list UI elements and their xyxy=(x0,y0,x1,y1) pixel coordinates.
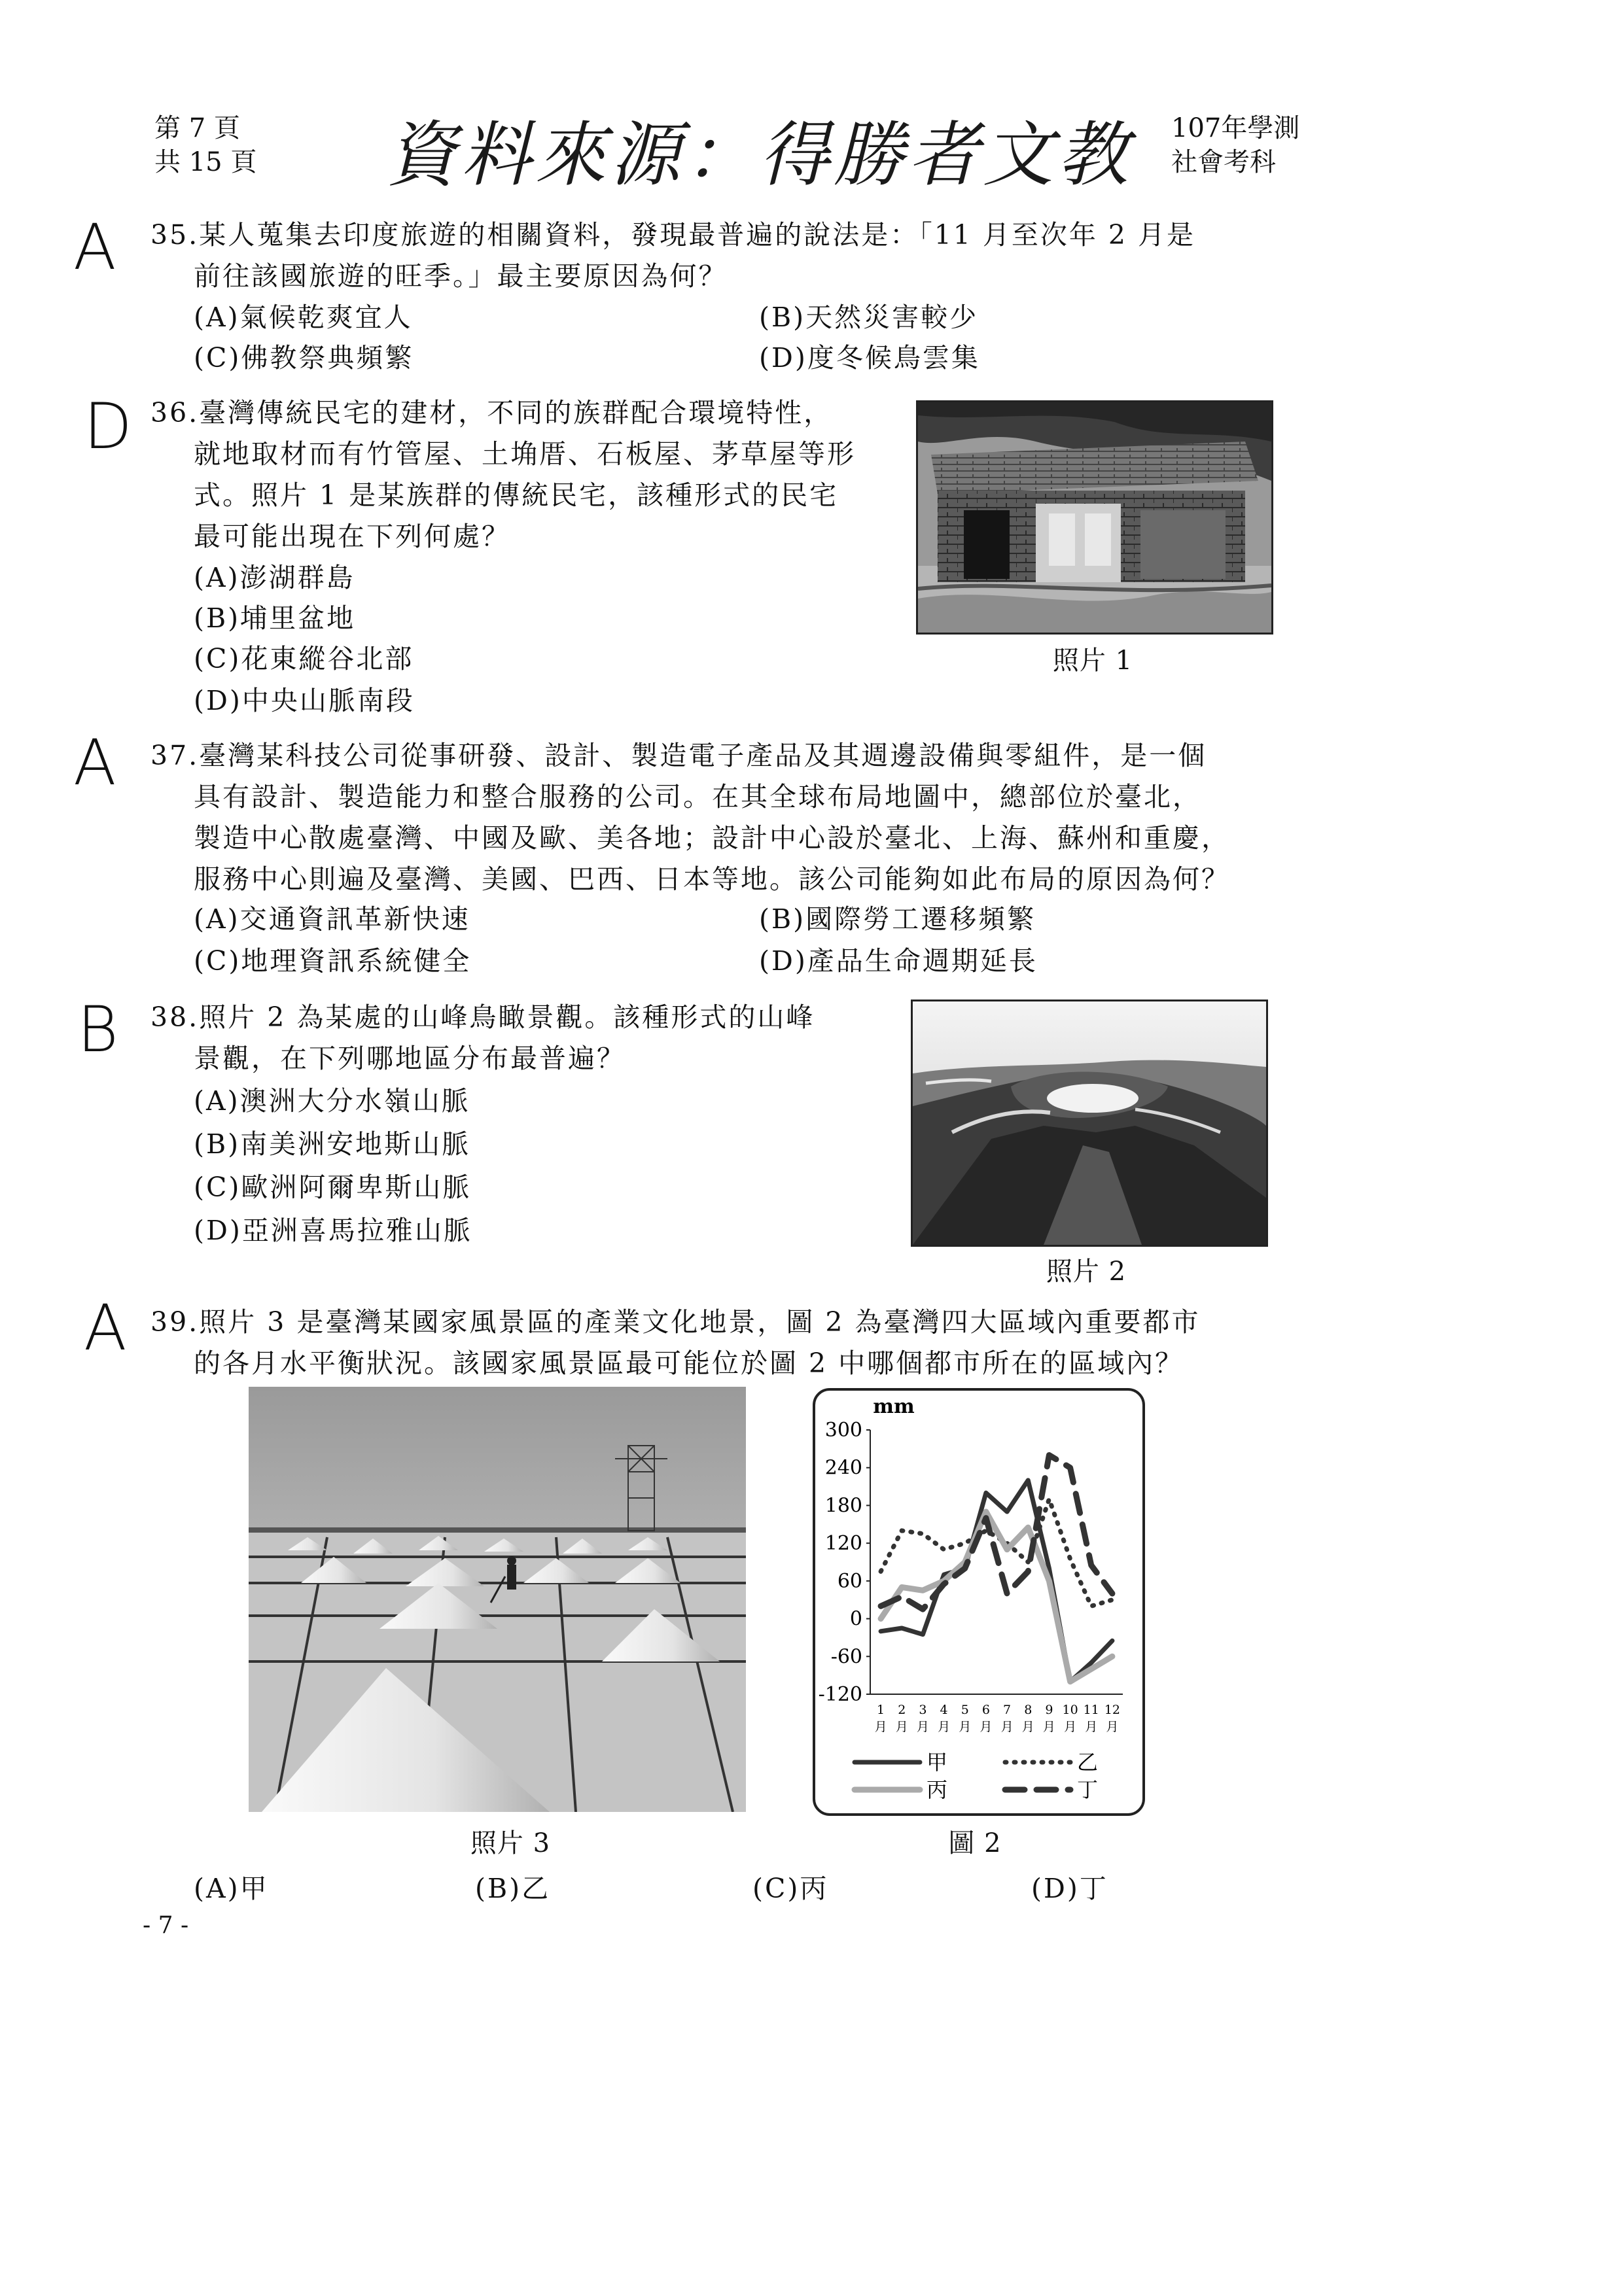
option-37-c: (C)地理資訊系統健全 xyxy=(194,945,472,977)
x-tick-unit: 月 xyxy=(1064,1720,1077,1734)
y-tick-label: 180 xyxy=(824,1494,862,1518)
option-36-a: (A)澎湖群島 xyxy=(194,562,355,593)
x-tick-unit: 月 xyxy=(1021,1720,1034,1734)
handwritten-answer-36: D xyxy=(84,390,132,463)
x-tick-label: 3 xyxy=(919,1703,927,1717)
x-tick-unit: 月 xyxy=(938,1720,951,1734)
option-38-d: (D)亞洲喜馬拉雅山脈 xyxy=(194,1215,472,1246)
question-line: 37.臺灣某科技公司從事研發、設計、製造電子產品及其週邊設備與零組件，是一個 xyxy=(150,740,1207,771)
option-36-b: (B)埔里盆地 xyxy=(194,602,356,634)
photo-3-caption: 照片 3 xyxy=(470,1828,551,1858)
exam-subject: 社會考科 xyxy=(1171,147,1276,177)
x-tick-unit: 月 xyxy=(1000,1720,1014,1734)
x-tick-label: 2 xyxy=(898,1703,906,1717)
question-line: 前往該國旅遊的旺季。」最主要原因為何？ xyxy=(194,260,728,292)
y-tick-label: 0 xyxy=(849,1607,862,1631)
handwritten-answer-35: A xyxy=(73,211,116,284)
question-36 xyxy=(150,392,856,557)
option-37-d: (D)產品生命週期延長 xyxy=(759,945,1038,977)
water-balance-chart xyxy=(813,1388,1145,1816)
x-tick-label: 4 xyxy=(940,1703,948,1717)
total-pages: 共 15 頁 xyxy=(154,147,257,177)
watermark-handwriting: 資料來源：得勝者文教 xyxy=(386,114,1133,196)
option-35-a: (A)氣候乾爽宜人 xyxy=(194,302,413,333)
option-38-a: (A)澳洲大分水嶺山脈 xyxy=(194,1085,470,1117)
legend-label-2: 乙 xyxy=(1077,1750,1099,1775)
x-tick-unit: 月 xyxy=(916,1720,929,1734)
page-number: 第 7 頁 xyxy=(154,113,240,143)
question-39 xyxy=(150,1302,1201,1384)
legend-label-3: 丙 xyxy=(927,1777,948,1802)
handwritten-answer-37: A xyxy=(73,726,116,799)
y-axis-label: mm xyxy=(873,1395,915,1418)
x-tick-unit: 月 xyxy=(1085,1720,1098,1734)
x-tick-label: 6 xyxy=(981,1703,990,1717)
legend-label-1: 甲 xyxy=(927,1750,948,1775)
x-tick-label: 8 xyxy=(1024,1703,1033,1717)
exam-name: 107年學測 xyxy=(1171,113,1300,143)
question-line: 服務中心則遍及臺灣、美國、巴西、日本等地。該公司能夠如此布局的原因為何？ xyxy=(194,863,1230,895)
handwritten-answer-39: A xyxy=(84,1291,127,1365)
question-line: 39.照片 3 是臺灣某國家風景區的產業文化地景，圖 2 為臺灣四大區域內重要都市 xyxy=(150,1306,1201,1338)
option-39-a: (A)甲 xyxy=(194,1873,269,1904)
option-36-d: (D)中央山脈南段 xyxy=(194,685,415,716)
x-tick-label: 9 xyxy=(1045,1703,1053,1717)
x-tick-unit: 月 xyxy=(895,1720,908,1734)
option-36-c: (C)花東縱谷北部 xyxy=(194,643,414,674)
photo-1-slate-house xyxy=(916,400,1273,635)
x-tick-label: 10 xyxy=(1062,1703,1078,1717)
x-tick-unit: 月 xyxy=(1042,1720,1055,1734)
question-line: 就地取材而有竹管屋、土埆厝、石板屋、茅草屋等形 xyxy=(194,438,856,470)
footer-page-number: - 7 - xyxy=(143,1912,189,1939)
y-tick-label: -60 xyxy=(830,1645,862,1669)
option-39-d: (D)丁 xyxy=(1031,1873,1108,1904)
option-35-b: (B)天然災害較少 xyxy=(759,302,979,333)
question-line: 具有設計、製造能力和整合服務的公司。在其全球布局地圖中，總部位於臺北， xyxy=(194,781,1201,812)
question-38 xyxy=(150,997,815,1079)
question-line: 製造中心散處臺灣、中國及歐、美各地；設計中心設於臺北、上海、蘇州和重慶， xyxy=(194,822,1230,854)
series-line-3 xyxy=(881,1512,1112,1682)
photo-2-caption: 照片 2 xyxy=(1046,1257,1127,1287)
y-tick-label: -120 xyxy=(818,1683,862,1706)
question-line: 式。照片 1 是某族群的傳統民宅，該種形式的民宅 xyxy=(194,479,839,511)
option-35-c: (C)佛教祭典頻繁 xyxy=(194,342,414,374)
option-39-c: (C)丙 xyxy=(752,1873,829,1904)
chart-caption: 圖 2 xyxy=(948,1828,1002,1858)
option-38-c: (C)歐洲阿爾卑斯山脈 xyxy=(194,1172,472,1203)
question-line: 38.照片 2 為某處的山峰鳥瞰景觀。該種形式的山峰 xyxy=(150,1001,815,1033)
x-tick-unit: 月 xyxy=(959,1720,972,1734)
y-tick-label: 300 xyxy=(824,1419,862,1442)
legend-label-4: 丁 xyxy=(1077,1777,1099,1802)
photo-1-caption: 照片 1 xyxy=(1052,646,1133,676)
y-tick-label: 120 xyxy=(824,1532,862,1556)
photo-3-salt-fields xyxy=(249,1387,746,1812)
question-line: 的各月水平衡狀況。該國家風景區最可能位於圖 2 中哪個都市所在的區域內？ xyxy=(194,1348,1184,1379)
x-tick-label: 12 xyxy=(1104,1703,1121,1717)
y-tick-label: 240 xyxy=(824,1456,862,1480)
chart-canvas xyxy=(815,1391,1142,1813)
option-38-b: (B)南美洲安地斯山脈 xyxy=(194,1128,471,1160)
question-line: 景觀，在下列哪地區分布最普遍？ xyxy=(194,1043,626,1074)
option-35-d: (D)度冬候鳥雲集 xyxy=(759,342,980,374)
option-37-b: (B)國際勞工遷移頻繁 xyxy=(759,903,1036,935)
photo-2-volcanic-crater xyxy=(911,1000,1268,1247)
option-37-a: (A)交通資訊革新快速 xyxy=(194,903,470,935)
x-tick-label: 11 xyxy=(1083,1703,1099,1717)
x-tick-unit: 月 xyxy=(1106,1720,1119,1734)
question-line: 最可能出現在下列何處？ xyxy=(194,521,510,552)
x-tick-unit: 月 xyxy=(874,1720,887,1734)
x-tick-label: 1 xyxy=(877,1703,885,1717)
question-37 xyxy=(150,735,1230,900)
option-39-b: (B)乙 xyxy=(475,1873,551,1904)
x-tick-unit: 月 xyxy=(980,1720,993,1734)
x-tick-label: 5 xyxy=(961,1703,969,1717)
question-line: 35.某人蒐集去印度旅遊的相關資料，發現最普遍的說法是：「11 月至次年 2 月是 xyxy=(150,219,1196,251)
handwritten-answer-38: B xyxy=(77,993,118,1066)
y-tick-label: 60 xyxy=(837,1569,862,1593)
question-35 xyxy=(150,215,1195,297)
question-line: 36.臺灣傳統民宅的建材，不同的族群配合環境特性， xyxy=(150,397,833,428)
x-tick-label: 7 xyxy=(1003,1703,1012,1717)
